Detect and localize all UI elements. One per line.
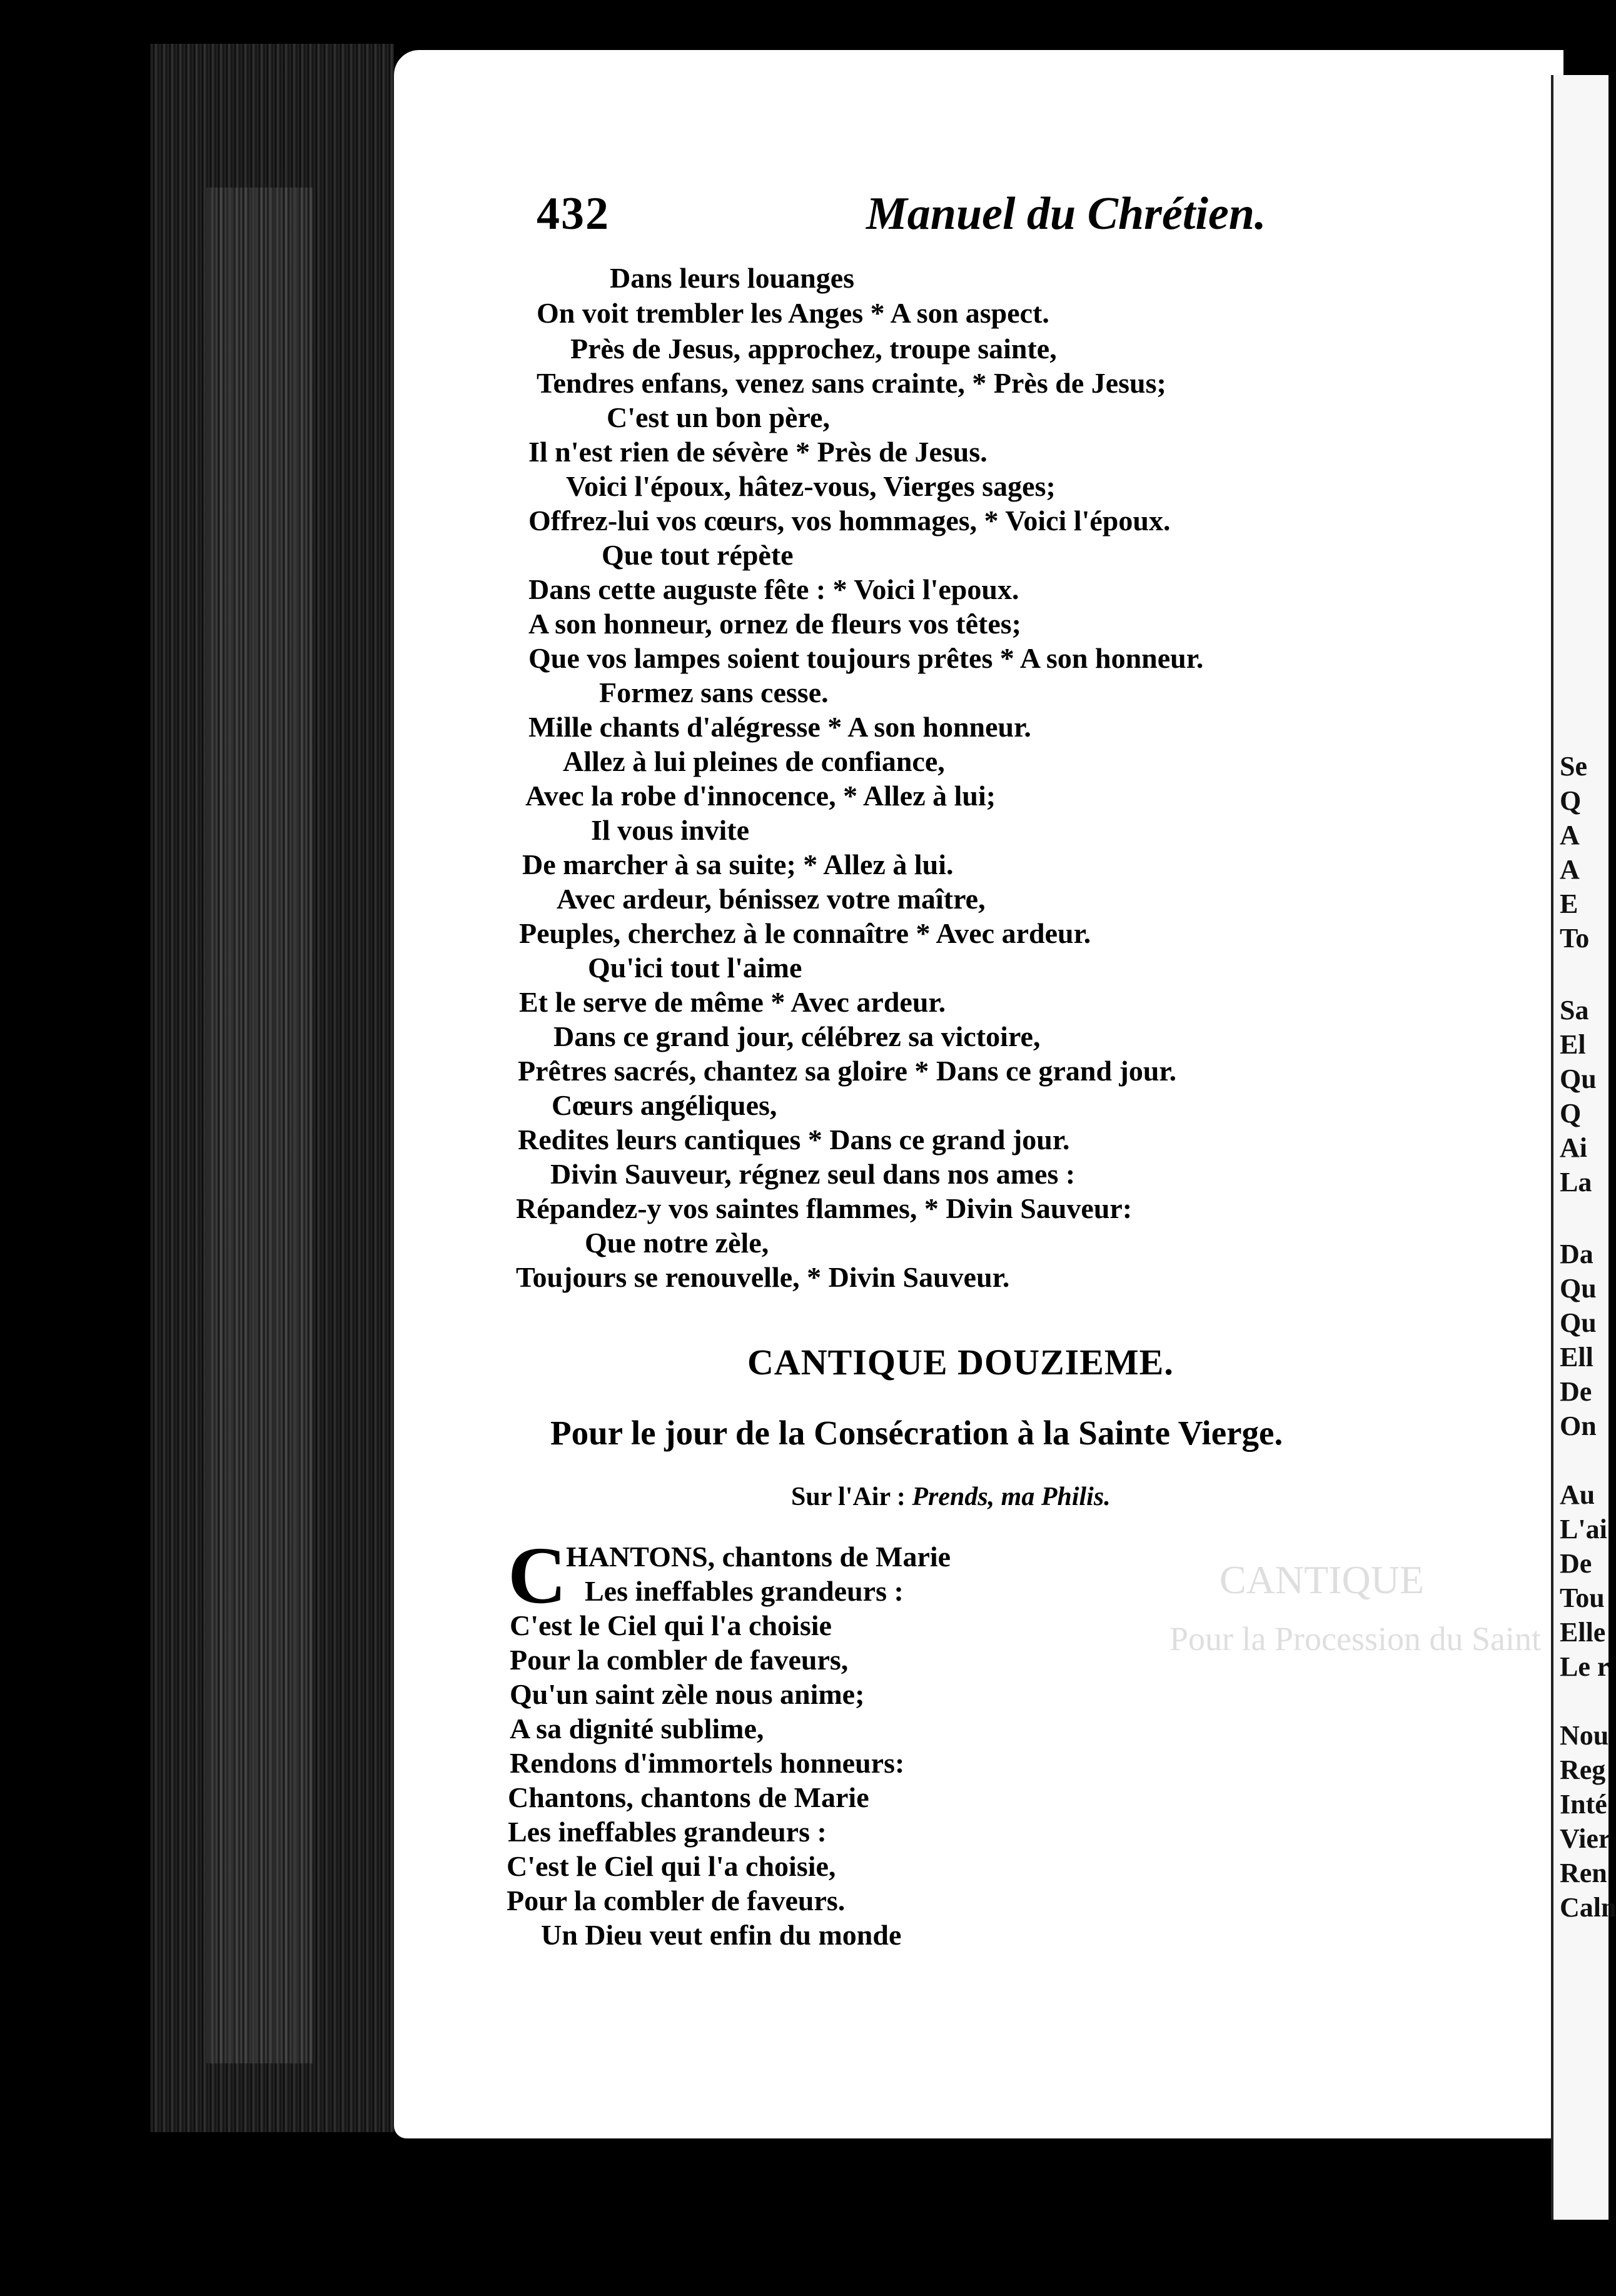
show-through-text: Pour la Procession du Saint bbox=[1169, 1620, 1541, 1658]
facing-fragment: Qu bbox=[1560, 1273, 1597, 1304]
verse-line: Dans leurs louanges bbox=[610, 262, 855, 294]
verse-line: Et le serve de même * Avec ardeur. bbox=[519, 986, 946, 1018]
facing-page-edge bbox=[1551, 75, 1616, 2220]
book-fore-edge-highlight bbox=[206, 188, 313, 2063]
facing-fragment: Reg bbox=[1560, 1755, 1606, 1785]
verse-line: On voit trembler les Anges * A son aspect. bbox=[537, 297, 1049, 329]
facing-fragment: E bbox=[1560, 889, 1578, 919]
facing-fragment: Ai bbox=[1560, 1132, 1587, 1163]
verse-line: Prêtres sacrés, chantez sa gloire * Dans ce grand jour. bbox=[518, 1055, 1177, 1087]
facing-fragment: Le r bbox=[1560, 1651, 1610, 1682]
verse-line: Offrez-lui vos cœurs, vos hommages, * Voici l'époux. bbox=[528, 505, 1171, 536]
verse-line: Il n'est rien de sévère * Près de Jesus. bbox=[528, 436, 987, 468]
verse-line: Divin Sauveur, régnez seul dans nos ames : bbox=[550, 1158, 1076, 1190]
verse-line: Que tout répète bbox=[602, 539, 794, 571]
facing-fragment: Ell bbox=[1560, 1342, 1593, 1372]
facing-fragment: El bbox=[1560, 1029, 1586, 1060]
verse-line: Il vous invite bbox=[591, 814, 750, 846]
cantique-line: C'est le Ciel qui l'a choisie, bbox=[507, 1850, 836, 1882]
facing-fragment: De bbox=[1560, 1548, 1592, 1579]
cantique-line: Un Dieu veut enfin du monde bbox=[541, 1919, 902, 1951]
verse-line: Près de Jesus, approchez, troupe sainte, bbox=[570, 333, 1057, 365]
verse-line: Avec ardeur, bénissez votre maître, bbox=[557, 883, 986, 915]
verse-line: Allez à lui pleines de confiance, bbox=[563, 745, 945, 777]
facing-fragment: Ren bbox=[1560, 1858, 1607, 1888]
facing-fragment: Tou bbox=[1560, 1583, 1605, 1613]
verse-line: Avec la robe d'innocence, * Allez à lui; bbox=[525, 780, 996, 812]
cantique-line: C'est le Ciel qui l'a choisie bbox=[510, 1609, 832, 1641]
verse-line: A son honneur, ornez de fleurs vos têtes; bbox=[528, 608, 1021, 640]
verse-line: Que notre zèle, bbox=[585, 1227, 769, 1259]
verse-line: Tendres enfans, venez sans crainte, * Près de Jesus; bbox=[537, 367, 1166, 399]
facing-fragment: To bbox=[1560, 923, 1590, 954]
cantique-line: Les ineffables grandeurs : bbox=[508, 1816, 827, 1848]
facing-fragment: On bbox=[1560, 1411, 1597, 1441]
facing-fragment: A bbox=[1560, 854, 1580, 885]
cantique-line: A sa dignité sublime, bbox=[510, 1713, 764, 1745]
cantique-subtitle: Pour le jour de la Consécration à la Sainte Vierge. bbox=[550, 1414, 1283, 1452]
facing-fragment: Qu bbox=[1560, 1307, 1597, 1338]
cantique-line: Pour la combler de faveurs. bbox=[507, 1885, 846, 1916]
cantique-line: Qu'un saint zèle nous anime; bbox=[510, 1678, 865, 1710]
facing-fragment: Inté bbox=[1560, 1789, 1607, 1820]
verse-line: Répandez-y vos saintes flammes, * Divin Sauveur: bbox=[516, 1192, 1133, 1224]
cantique-line: Rendons d'immortels honneurs: bbox=[510, 1747, 905, 1779]
verse-line: Que vos lampes soient toujours prêtes * A son honneur. bbox=[528, 642, 1204, 674]
facing-fragment: Caln bbox=[1560, 1892, 1616, 1923]
drop-cap: C bbox=[508, 1531, 567, 1621]
air-line bbox=[791, 1482, 1111, 1512]
verse-line: Voici l'époux, hâtez-vous, Vierges sages; bbox=[566, 470, 1056, 502]
facing-fragment: Au bbox=[1560, 1479, 1595, 1510]
facing-fragment: Q bbox=[1560, 1098, 1582, 1129]
cantique-title: CANTIQUE DOUZIEME. bbox=[747, 1342, 1174, 1382]
facing-fragment: Q bbox=[1560, 785, 1582, 816]
facing-fragment: Se bbox=[1560, 751, 1587, 782]
facing-fragment: Qu bbox=[1560, 1064, 1597, 1094]
cantique-line: Chantons, chantons de Marie bbox=[508, 1781, 869, 1813]
verse-line: De marcher à sa suite; * Allez à lui. bbox=[522, 848, 954, 880]
verse-line: Peuples, cherchez à le connaître * Avec ardeur. bbox=[519, 917, 1091, 949]
verse-line: Dans ce grand jour, célébrez sa victoire, bbox=[553, 1020, 1041, 1052]
verse-line: Mille chants d'alégresse * A son honneur. bbox=[528, 711, 1031, 743]
verse-line: Redites leurs cantiques * Dans ce grand jour. bbox=[518, 1124, 1070, 1156]
verse-line: Toujours se renouvelle, * Divin Sauveur. bbox=[516, 1261, 1010, 1293]
cantique-line: Les ineffables grandeurs : bbox=[585, 1575, 904, 1607]
facing-fragment: Nou bbox=[1560, 1720, 1609, 1751]
facing-fragment: A bbox=[1560, 820, 1580, 850]
facing-fragment: L'ai bbox=[1560, 1514, 1607, 1544]
verse-line: Formez sans cesse. bbox=[599, 677, 829, 708]
verse-line: Qu'ici tout l'aime bbox=[588, 952, 802, 984]
cantique-line: Pour la combler de faveurs, bbox=[510, 1644, 849, 1676]
facing-fragment: La bbox=[1560, 1167, 1592, 1197]
air-prefix: Sur l'Air : bbox=[791, 1483, 906, 1511]
facing-fragment: De bbox=[1560, 1376, 1592, 1407]
page-number: 432 bbox=[537, 188, 610, 239]
verse-line: Dans cette auguste fête : * Voici l'epoux. bbox=[528, 573, 1019, 605]
facing-fragment: Vier bbox=[1560, 1823, 1611, 1854]
facing-fragment: Sa bbox=[1560, 995, 1589, 1025]
facing-fragment: Elle bbox=[1560, 1617, 1606, 1648]
verse-line: Cœurs angéliques, bbox=[552, 1089, 777, 1121]
show-through-text: CANTIQUE bbox=[1220, 1558, 1425, 1602]
running-title: Manuel du Chrétien. bbox=[866, 188, 1266, 239]
facing-fragment: Da bbox=[1560, 1239, 1593, 1269]
cantique-line: HANTONS, chantons de Marie bbox=[566, 1541, 951, 1573]
verse-line: C'est un bon père, bbox=[607, 401, 830, 433]
air-tune: Prends, ma Philis. bbox=[912, 1483, 1111, 1511]
